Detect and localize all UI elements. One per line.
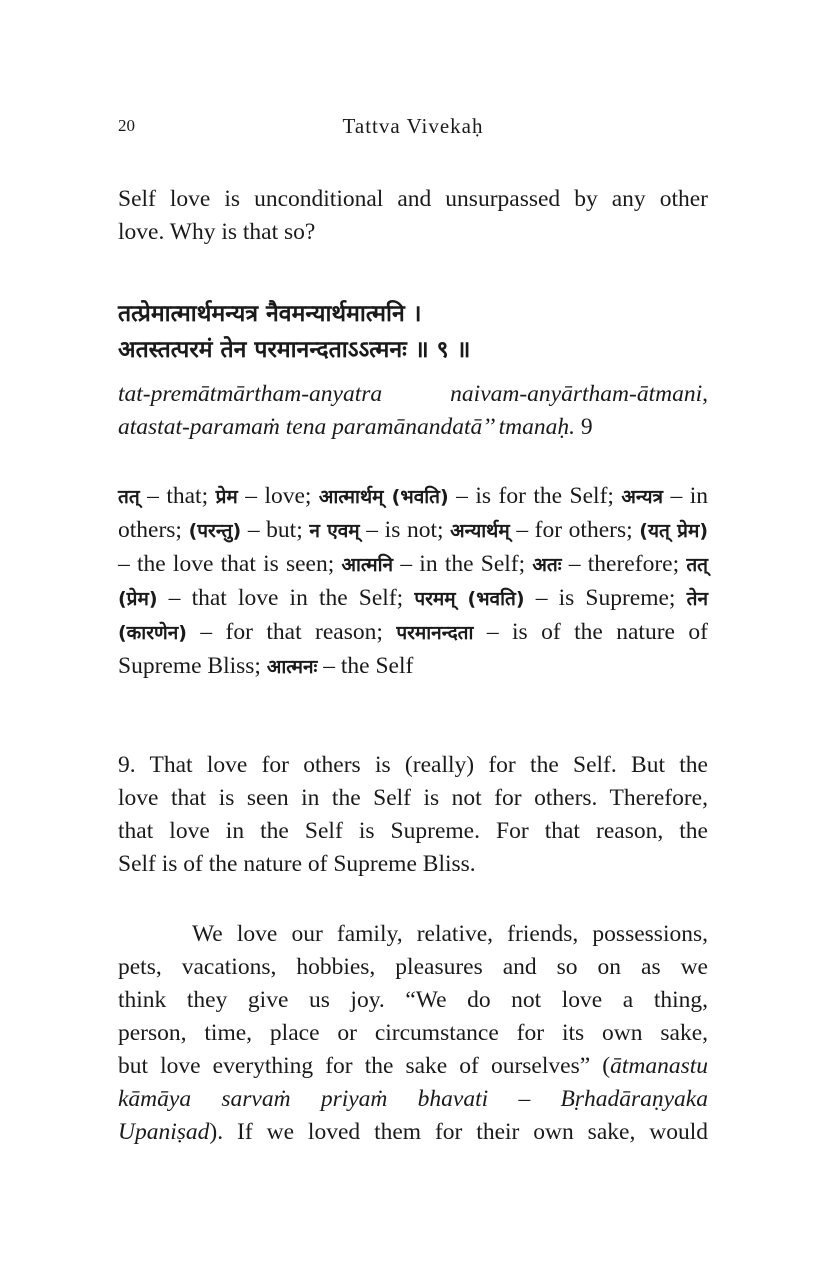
glossary-term: अन्यार्थम्: [450, 520, 510, 542]
text-fragment: ). If we loved them for their own sake, would: [209, 1119, 708, 1145]
glossary-meaning: – for that reason;: [186, 619, 397, 645]
verse-translation: [118, 749, 708, 881]
text-line: person, time, place or circumstance for its own sake,: [118, 1020, 708, 1046]
verse-number: 9: [580, 414, 593, 440]
glossary-term: तत् (प्रेम): [118, 554, 709, 610]
glossary-term: आत्मनः: [266, 656, 318, 678]
text-line: love that is seen in the Self is not for others. Therefore,: [118, 785, 708, 811]
sanskrit-verse: [118, 296, 708, 368]
glossary-term: (परन्तु): [188, 520, 242, 542]
text-fragment: but love everything for the sake of ourselves” (: [118, 1053, 611, 1079]
text-line: 9. That love for others is (really) for the Self. But the: [118, 752, 708, 778]
glossary-meaning: – is Supreme;: [524, 585, 687, 611]
glossary-term: आत्मार्थम् (भवति): [318, 486, 449, 508]
glossary-meaning: – is for the Self;: [448, 483, 622, 509]
glossary-term: अतः: [532, 554, 562, 576]
glossary-meaning: – for others;: [509, 517, 640, 543]
glossary-meaning: – is not;: [359, 517, 451, 543]
page-header: [118, 112, 708, 142]
glossary-term: अन्यत्र: [621, 486, 664, 508]
text-line: [118, 1083, 708, 1116]
italic-term: ātmanastu: [610, 1053, 708, 1079]
glossary-meaning: – that;: [139, 483, 216, 509]
glossary-meaning: – love;: [237, 483, 319, 509]
glossary-term: आत्मनि: [341, 554, 394, 576]
glossary-meaning: – is of the nature of Supreme Bliss;: [118, 619, 708, 679]
intro-paragraph: [118, 183, 708, 249]
glossary-meaning: – but;: [241, 517, 310, 543]
text-line: that love in the Self is Supreme. For that reason, the: [118, 818, 708, 844]
glossary-term: तत्: [118, 486, 140, 508]
glossary-meaning: – in others;: [118, 483, 709, 543]
text-line: [118, 1116, 708, 1149]
book-page: [118, 0, 708, 1275]
glossary-meaning: – in the Self;: [393, 551, 533, 577]
glossary-term: परमानन्दता: [396, 622, 474, 644]
running-title: Tattva Vivekaḥ: [342, 114, 484, 138]
glossary-meaning: – the love that is seen;: [118, 551, 342, 577]
text-fragment: We love our family, relative, friends, possessions,: [192, 921, 708, 947]
text-line: Self is of the nature of Supreme Bliss.: [118, 851, 476, 877]
translit-line: [118, 411, 708, 444]
transliteration: [118, 378, 708, 444]
text-line: think they give us joy. “We do not love a thing,: [118, 987, 708, 1013]
commentary-paragraph: [118, 918, 708, 1149]
glossary-meaning: – that love in the Self;: [157, 585, 415, 611]
verse-line: अतस्तत्परमं तेन परमानन्दताऽऽत्मनः ॥ ९ ॥: [118, 337, 471, 363]
page-number: 20: [118, 116, 135, 135]
italic-term: kāmāya sarvaṁ priyaṁ bhavati – Bṛhadāraṇyaka: [118, 1086, 708, 1112]
glossary-term: तेन (कारणेन): [118, 588, 708, 644]
word-meaning-glossary: [118, 480, 708, 684]
translit-line: tat-premātmārtham-anyatra naivam-anyārtham-ātmani,: [118, 381, 708, 407]
glossary-meaning: – the Self: [317, 653, 414, 679]
glossary-meaning: – therefore;: [561, 551, 687, 577]
text-line: [118, 918, 708, 951]
glossary-term: (यत् प्रेम): [639, 520, 709, 542]
text-line: Self love is unconditional and unsurpassed by any other: [118, 186, 708, 212]
glossary-term: प्रेम: [215, 486, 238, 508]
text-line: [118, 1050, 708, 1083]
translit-text: atastat-paramaṁ tena paramānandatā’’ tmanaḥ.: [118, 414, 575, 440]
glossary-term: परमम् (भवति): [414, 588, 525, 610]
verse-line: तत्प्रेमात्मार्थमन्यत्र नैवमन्यार्थमात्मनि ।: [118, 301, 422, 327]
text-line: pets, vacations, hobbies, pleasures and so on as we: [118, 954, 708, 980]
italic-term: Upaniṣad: [118, 1119, 210, 1145]
glossary-term: न एवम्: [309, 520, 360, 542]
text-line: love. Why is that so?: [118, 219, 316, 245]
